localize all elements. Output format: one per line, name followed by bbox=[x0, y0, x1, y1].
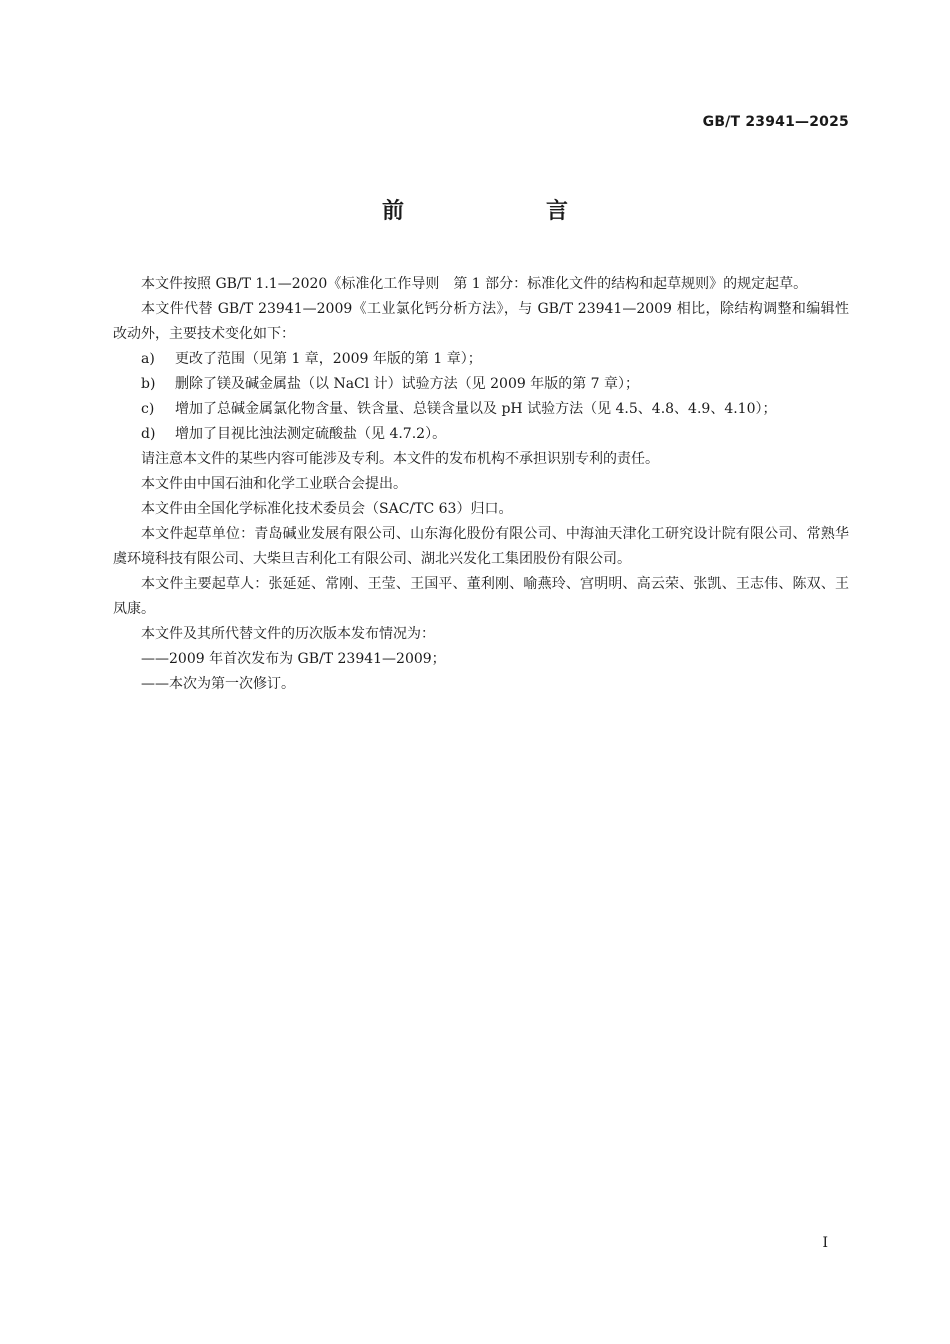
list-item bbox=[113, 372, 849, 397]
list-item bbox=[113, 422, 849, 447]
list-item-text: 增加了目视比浊法测定硫酸盐（见 4.7.2）。 bbox=[175, 426, 447, 442]
list-item-text: 增加了总碱金属氯化物含量、铁含量、总镁含量以及 pH 试验方法（见 4.5、4.8、4.9、4.10）； bbox=[175, 401, 777, 417]
paragraph-drafting-units: 本文件起草单位：青岛碱业发展有限公司、山东海化股份有限公司、中海油天津化工研究设计院有限公司、常熟华虞环境科技有限公司、大柴旦吉利化工有限公司、湖北兴发化工集团股份有限公司。 bbox=[113, 526, 849, 567]
paragraph-patent-notice: 请注意本文件的某些内容可能涉及专利。本文件的发布机构不承担识别专利的责任。 bbox=[141, 451, 659, 467]
document-code: GB/T 23941—2025 bbox=[702, 114, 849, 130]
list-item-text: 更改了范围（见第 1 章，2009 年版的第 1 章）； bbox=[175, 351, 482, 367]
paragraph-drafting-rules: 本文件按照 GB/T 1.1—2020《标准化工作导则 第 1 部分：标准化文件的结构和起草规则》的规定起草。 bbox=[141, 276, 808, 292]
list-item bbox=[113, 347, 849, 372]
paragraph-drafters: 本文件主要起草人：张延延、常刚、王莹、王国平、董利刚、喻燕玲、宫明明、高云荣、张凯、王志伟、陈双、王凤康。 bbox=[113, 576, 849, 617]
list-marker: c) bbox=[141, 401, 155, 417]
paragraph-proposer: 本文件由中国石油和化学工业联合会提出。 bbox=[141, 476, 407, 492]
history-item: ——2009 年首次发布为 GB/T 23941—2009； bbox=[141, 651, 446, 667]
list-marker: d) bbox=[141, 426, 156, 442]
page-number: I bbox=[822, 1235, 828, 1251]
history-item: ——本次为第一次修订。 bbox=[141, 676, 295, 692]
list-item bbox=[113, 397, 849, 422]
paragraph-committee: 本文件由全国化学标准化技术委员会（SAC/TC 63）归口。 bbox=[141, 501, 513, 517]
page-title: 前 言 bbox=[381, 199, 628, 224]
document-body bbox=[113, 272, 849, 697]
paragraph-history-intro: 本文件及其所代替文件的历次版本发布情况为： bbox=[141, 626, 435, 642]
list-marker: a) bbox=[141, 351, 155, 367]
list-marker: b) bbox=[141, 376, 156, 392]
paragraph-replacement: 本文件代替 GB/T 23941—2009《工业氯化钙分析方法》，与 GB/T 23941—2009 相比，除结构调整和编辑性改动外，主要技术变化如下： bbox=[113, 301, 849, 342]
list-item-text: 删除了镁及碱金属盐（以 NaCl 计）试验方法（见 2009 年版的第 7 章）； bbox=[175, 376, 640, 392]
